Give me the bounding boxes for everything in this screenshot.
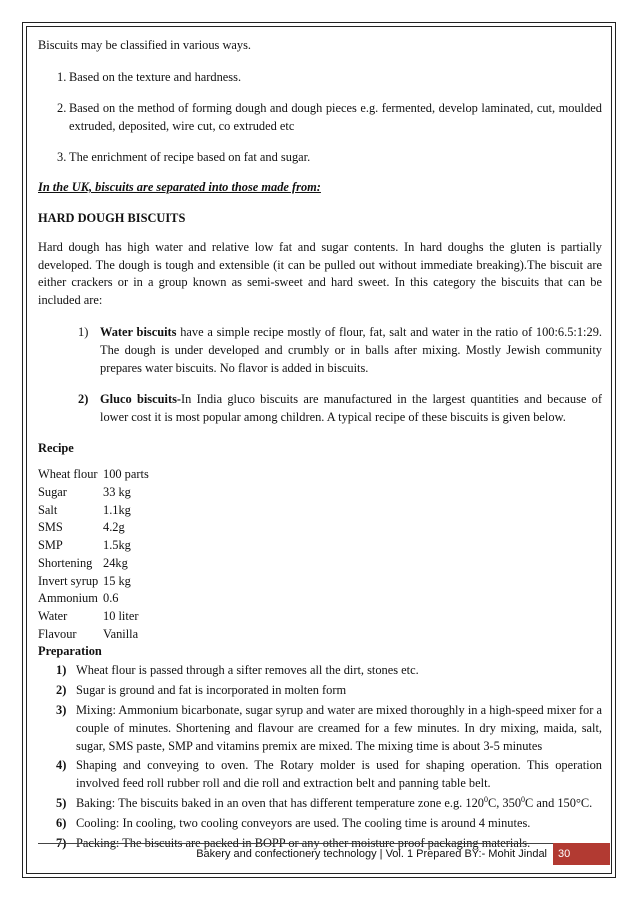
list-item: 2. Based on the method of forming dough and dough pieces e.g. fermented, develop laminated, cut, moulded extruded, deposited, wire cut, co extruded etc: [57, 101, 602, 133]
list-item: 3) Mixing: Ammonium bicarbonate, sugar syrup and water are mixed thoroughly in a high-speed mixer for a couple of minutes. Shortening and flavour are creamed for a few minutes. In dry mixing, maida, salt, sugar, SMS paste, SMP and vitamins premix are mixed. The mixing time is about 3-5 minutes: [56, 703, 602, 753]
footer-divider: [38, 843, 554, 844]
table-row: Shortening 24kg: [38, 555, 128, 570]
list-item: 5) Baking: The biscuits baked in an oven that has different temperature zone e.g. $120^0C$, $350^0C$ and 150°C.: [56, 794, 593, 810]
section-title: HARD DOUGH BISCUITS: [38, 211, 186, 225]
list-item: 6) Cooling: In cooling, two cooling conveyors are used. The cooling time is around 4 minutes.: [56, 815, 531, 830]
biscuit-types-list: [38, 323, 602, 426]
list-item: 4) Shaping and conveying to oven. The Rotary molder is used for shaping operation. This operation involved feed roll rubber roll and die roll and extraction belt and panning table belt.: [56, 758, 602, 791]
page-content: [38, 36, 602, 854]
list-item: 2) Sugar is ground and fat is incorporated in molten form: [56, 683, 347, 698]
table-row: SMS 4.2g: [38, 520, 125, 535]
table-row: Water 10 liter: [38, 609, 139, 623]
preparation-title: Preparation: [38, 644, 102, 659]
uk-heading: In the UK, biscuits are separated into those made from:: [38, 180, 321, 194]
footer-text: Bakery and confectionery technology | Vol. 1 Prepared BY:- Mohit Jindal: [196, 848, 547, 860]
section-paragraph: Hard dough has high water and relative low fat and sugar contents. In hard doughs the gluten is partially developed. The dough is tough and extensible (it can be pulled out without immediate breaking).The biscuit are either crackers or in a group known as semi-sweet and hard sweet. In this category the biscuits that can be included are:: [38, 240, 602, 307]
intro-text: Biscuits may be classified in various ways.: [38, 38, 252, 52]
table-row: Salt 1.1kg: [38, 502, 131, 517]
table-row: Flavour Vanilla: [38, 626, 139, 641]
table-row: Invert syrup 15 kg: [38, 573, 131, 588]
recipe-title: Recipe: [38, 441, 74, 456]
classification-list: [38, 68, 602, 166]
list-item: 1. Based on the texture and hardness.: [57, 70, 242, 84]
table-row: SMP 1.5kg: [38, 538, 131, 553]
table-row: Wheat flour 100 parts: [38, 467, 149, 482]
recipe-table: [38, 466, 149, 643]
page-number: 30: [553, 843, 610, 865]
table-row: Sugar 33 kg: [38, 485, 131, 500]
table-row: Ammonium 0.6: [38, 591, 119, 606]
preparation-steps: [38, 662, 602, 852]
list-item: 2) Gluco biscuits-In India gluco biscuits are manufactured in the largest quantities and because of lower cost it is most popular among children. A typical recipe of these biscuits is given below.: [78, 392, 602, 425]
list-item: 1) Wheat flour is passed through a sifter removes all the dirt, stones etc.: [56, 663, 419, 678]
list-item: 3. The enrichment of recipe based on fat and sugar.: [57, 150, 311, 164]
list-item: 7) Packing: The biscuits are packed in BOPP or any other moisture proof packaging materials.: [56, 835, 531, 850]
list-item: 1) Water biscuits have a simple recipe mostly of flour, fat, salt and water in the ratio of 100:6.5:1:29. The dough is under developed and crumbly or in balls after mixing. Mostly Jewish community prepares water biscuits. No flavor is added in biscuits.: [78, 325, 602, 376]
